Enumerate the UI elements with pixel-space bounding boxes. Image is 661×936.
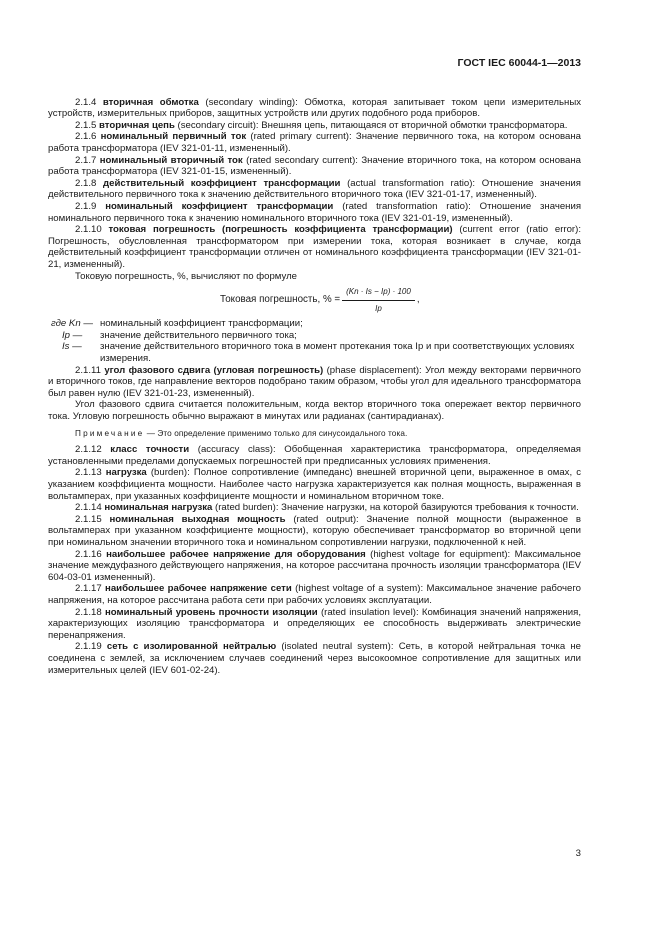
- definition-2-1-16: 2.1.16 наибольшее рабочее напряжение для оборудования (highest voltage for equipment): Максимальное значение междуфазного действующего напряжения, на которое рассчитана прочность изоляции трансформатора (IEV 604-03-01 измененный).: [48, 548, 581, 583]
- current-error-formula: [220, 286, 581, 314]
- definition-2-1-5: 2.1.5 вторичная цепь (secondary circuit): Внешняя цепь, питающаяся от вторичной обмотки трансформатора.: [75, 119, 568, 131]
- formula-tail: ,: [416, 294, 420, 306]
- angle-paragraph: Угол фазового сдвига считается положительным, когда вектор вторичного тока опережает вектор первичного тока. Угловую погрешность обычно выражают в минутах или радианах (сантирадианах).: [48, 399, 581, 423]
- note: [75, 428, 581, 440]
- definition-2-1-9: 2.1.9 номинальный коэффициент трансформации (rated transformation ratio): Отношение значения номинального первичного тока к значению номинального вторичного тока (IEV 321-01-19, измененный).: [48, 200, 582, 224]
- formula-lhs: Токовая погрешность, % =: [220, 294, 341, 306]
- definition-2-1-12: 2.1.12 класс точности (accuracy class): Обобщенная характеристика трансформатора, определяемая установленными пределами допускаемых погрешностей при предписанных условиях применения.: [48, 444, 581, 467]
- note-text: — Это определение применимо только для синусоидального тока.: [146, 428, 408, 438]
- definition-2-1-10: 2.1.10 токовая погрешность (погрешность коэффициента трансформации) (current error (ratio error): Погрешность, обусловленная трансформатором при измерении тока, которая возникает в случае, когда действительный коэффициент трансформации отличен от номинального коэффициента трансформации (IEV 321-01-21, измененный).: [48, 224, 581, 270]
- legend-symbol: где Kn —: [51, 318, 93, 330]
- definition-term: номинальный первичный ток: [100, 131, 247, 143]
- definition-2-1-14: 2.1.14 номинальная нагрузка (rated burden): Значение нагрузки, на которой базируются требования к точности.: [75, 502, 579, 514]
- legend-text: значение действительного первичного тока;: [100, 329, 297, 341]
- definition-2-1-6: 2.1.6 номинальный первичный ток (rated primary current): Значение первичного тока, на котором основана работа трансформатора (IEV 321-01-11, измененный).: [48, 131, 582, 154]
- definition-2-1-15: 2.1.15 номинальная выходная мощность (rated output): Значение полной мощности (выраженное в вольтамперах при указанном коэффициенте мощности), которую обеспечивает трансформатор во вторичной цепи при номинальном значении вторичного тока и номинальном сопротивлении нагрузки, подключенной к ней.: [48, 513, 581, 548]
- legend-text: номинальный коэффициент трансформации;: [100, 318, 303, 330]
- legend-symbol: Is —: [62, 341, 82, 353]
- definition-2-1-19: 2.1.19 сеть с изолированной нейтралью (isolated neutral system): Сеть, в которой нейтральная точка не соединена с землей, за исключением случаев соединений через высокоомное сопротивление для защитных или измерительных целей (IEV 601-02-24).: [48, 641, 581, 676]
- formula-intro: Токовую погрешность, %, вычисляют по формуле: [75, 270, 298, 282]
- definition-term: угол фазового сдвига (угловая погрешность): [104, 364, 324, 376]
- definition-2-1-4: 2.1.4 вторичная обмотка (secondary winding): Обмотка, которая запитывает током цепи измерительных устройств, измерительных приборов, защитных устройств или других подобного рода приборов.: [48, 96, 582, 120]
- formula-fraction: [342, 286, 415, 314]
- definitions-list-1: [48, 97, 581, 271]
- legend-symbol: Ip —: [62, 329, 83, 341]
- definition-2-1-13: 2.1.13 нагрузка (burden): Полное сопротивление (импеданс) внешней вторичной цепи, выраженное в омах, с указанием коэффициента мощности. Наиболее часто нагрузка характеризуется как полная мощность, выраженная в вольтамперах, при указанных коэффициенте мощности и номинальном вторичном токе.: [48, 467, 582, 502]
- page-number: 3: [575, 848, 581, 859]
- definition-term: токовая погрешность (погрешность коэффициента трансформации): [108, 224, 453, 236]
- definition-term: сеть с изолированной нейтралью: [106, 641, 277, 653]
- definition-term: номинальный вторичный ток: [99, 154, 243, 166]
- definition-term: нагрузка: [105, 467, 147, 479]
- definition-2-1-8: 2.1.8 действительный коэффициент трансформации (actual transformation ratio): Отношение значения действительного первичного тока к значению действительного вторичного тока (IEV 321-01-17, измененный).: [48, 177, 581, 201]
- definition-term: класс точности: [110, 444, 190, 456]
- definition-2-1-11: 2.1.11 угол фазового сдвига (угловая погрешность) (phase displacement): Угол между векторами первичного и вторичного токов, где направление векторов подобрано таким образом, чтобы угол для идеального трансформатора был равен нулю (IEV 321-01-23, измененный).: [48, 364, 581, 399]
- definition-term: наибольшее рабочее напряжение для оборудования: [106, 548, 366, 560]
- definition-term: номинальная выходная мощность: [109, 513, 286, 525]
- definition-2-1-7: 2.1.7 номинальный вторичный ток (rated secondary current): Значение вторичного тока, на котором основана работа трансформатора (IEV 321-01-15, измененный).: [48, 154, 582, 178]
- definition-term: вторичная обмотка: [102, 96, 199, 108]
- definition-term: действительный коэффициент трансформации: [103, 177, 341, 189]
- formula-denominator: Ip: [375, 303, 382, 313]
- definition-2-1-18: 2.1.18 номинальный уровень прочности изоляции (rated insulation level): Комбинация значений напряжения, характеризующих изоляцию трансформатора и определяющих ее способность выдерживать электрические перенапряжения.: [48, 606, 581, 641]
- definition-2-1-17: 2.1.17 наибольшее рабочее напряжение сети (highest voltage of a system): Максимальное значение рабочего напряжения, на которое рассчитана работа сети при рабочих условиях эксплуатации.: [48, 583, 581, 606]
- legend-text: значение действительного вторичного тока в момент протекания тока Ip и при соответствующих условиях измерения.: [100, 341, 575, 365]
- formula-legend: [51, 318, 581, 364]
- document-header: ГОСТ IEC 60044-1—2013: [457, 57, 581, 69]
- definition-term: вторичная цепь: [99, 119, 175, 131]
- definition-term: наибольшее рабочее напряжение сети: [105, 583, 292, 595]
- definitions-list-2: [48, 444, 581, 676]
- definition-term: номинальная нагрузка: [104, 502, 213, 514]
- definition-term: номинальный уровень прочности изоляции: [104, 606, 318, 618]
- definition-term: номинальный коэффициент трансформации: [105, 200, 334, 212]
- note-label: Примечание: [75, 428, 145, 438]
- formula-numerator: (Kn · Is − Ip) · 100: [342, 286, 415, 301]
